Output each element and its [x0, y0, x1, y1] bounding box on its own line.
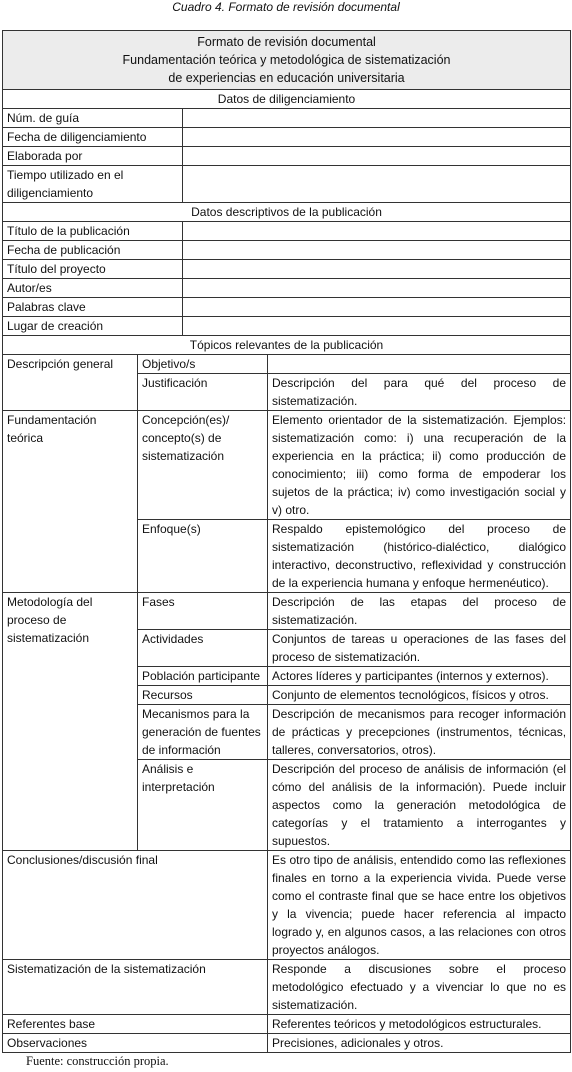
topic-label: Análisis e interpretación: [138, 760, 268, 851]
topic-description: Actores líderes y participantes (internos y externos).: [268, 667, 571, 686]
closing-description: Es otro tipo de análisis, entendido como las reflexiones finales en torno a la experiencia vivida. Puede verse como el contraste final que se hace entre los objetivos y la vivencia; puede hacer referencia al impacto logrado y, en algunos casos, a las relaciones con otros proyectos análogos.: [268, 851, 571, 960]
section-heading: Tópicos relevantes de la publicación: [3, 336, 571, 355]
row-label: Fecha de publicación: [3, 241, 183, 260]
table-row: [3, 128, 571, 147]
row-value: [183, 128, 571, 147]
row-value: [183, 222, 571, 241]
title-line: Fundamentación teórica y metodológica de sistematización: [122, 53, 451, 67]
row-value: [183, 279, 571, 298]
row-value: [183, 317, 571, 336]
topic-label: Concepción(es)/ concepto(s) de sistematización: [138, 411, 268, 520]
topic-description: Elemento orientador de la sistematización. Ejemplos: sistematización como: i) una recuperación de la experiencia en la práctica; ii) como producción de conocimiento; iii) como forma de empoderar los sujetos de la práctica; iv) como investigación social y v) otro.: [268, 411, 571, 520]
table-caption: [0, 0, 572, 14]
row-label: Título del proyecto: [3, 260, 183, 279]
topic-label: Actividades: [138, 630, 268, 667]
topic-description: Conjunto de elementos tecnológicos, físicos y otros.: [268, 686, 571, 705]
group-label: Descripción general: [3, 355, 138, 411]
table-row: [3, 147, 571, 166]
topic-description: Respaldo epistemológico del proceso de sistematización (histórico-dialéctico, dialógico interactivo, deconstructivo, reflexividad y construcción de la experiencia humana y enfoque hermenéutico).: [268, 520, 571, 593]
closing-label: Referentes base: [3, 1015, 268, 1034]
row-value: [183, 298, 571, 317]
review-format-table: [2, 30, 571, 1053]
topic-label: Justificación: [138, 374, 268, 411]
table-row: [3, 241, 571, 260]
section-heading: Datos descriptivos de la publicación: [3, 203, 571, 222]
table-row: [3, 222, 571, 241]
row-label: Título de la publicación: [3, 222, 183, 241]
table-row: [3, 298, 571, 317]
title-line: Formato de revisión documental: [197, 35, 376, 49]
topic-label: Enfoque(s): [138, 520, 268, 593]
table-row: [3, 411, 571, 520]
table-row: [3, 109, 571, 128]
table-row: [3, 260, 571, 279]
row-value: [183, 147, 571, 166]
topic-label: Población participante: [138, 667, 268, 686]
table-row: [3, 1034, 571, 1053]
caption-label: Cuadro 4.: [172, 0, 225, 14]
group-label: Metodología del proceso de sistematización: [3, 593, 138, 851]
topic-description: Descripción del para qué del proceso de sistematización.: [268, 374, 571, 411]
row-label: Palabras clave: [3, 298, 183, 317]
group-label: Fundamentación teórica: [3, 411, 138, 593]
source-note: Fuente: construcción propia.: [26, 1054, 169, 1068]
row-label: Lugar de creación: [3, 317, 183, 336]
row-value: [183, 109, 571, 128]
row-label: Núm. de guía: [3, 109, 183, 128]
closing-description: Referentes teóricos y metodológicos estructurales.: [268, 1015, 571, 1034]
table-row: [3, 960, 571, 1015]
topic-label: Objetivo/s: [138, 355, 268, 374]
table-title: [3, 31, 571, 90]
table-row: [3, 317, 571, 336]
table-row: [3, 355, 571, 374]
row-value: [183, 241, 571, 260]
section-heading: Datos de diligenciamiento: [3, 90, 571, 109]
table-row: [3, 851, 571, 960]
table-row: [3, 166, 571, 203]
topic-label: Recursos: [138, 686, 268, 705]
closing-description: Precisiones, adicionales y otros.: [268, 1034, 571, 1053]
topic-description: Descripción de mecanismos para recoger información de prácticas y precepciones (instrumentos, técnicas, talleres, conversatorios, otros).: [268, 705, 571, 760]
topic-description: Descripción de las etapas del proceso de sistematización.: [268, 593, 571, 630]
topic-description: [268, 355, 571, 374]
topic-description: Descripción del proceso de análisis de información (el cómo del análisis de la información). Puede incluir aspectos como la generación metodológica de categorías y el tratamiento a interrogantes y supuestos.: [268, 760, 571, 851]
table-row: [3, 593, 571, 630]
table-row: [3, 1015, 571, 1034]
row-label: Elaborada por: [3, 147, 183, 166]
title-line: de experiencias en educación universitaria: [168, 71, 405, 85]
row-label: Fecha de diligenciamiento: [3, 128, 183, 147]
row-value: [183, 260, 571, 279]
row-label: Tiempo utilizado en el diligenciamiento: [3, 166, 183, 203]
closing-label: Sistematización de la sistematización: [3, 960, 268, 1015]
closing-label: Observaciones: [3, 1034, 268, 1053]
topic-label: Mecanismos para la generación de fuentes de información: [138, 705, 268, 760]
row-label: Autor/es: [3, 279, 183, 298]
topic-description: Conjuntos de tareas u operaciones de las fases del proceso de sistematización.: [268, 630, 571, 667]
table-row: [3, 279, 571, 298]
closing-description: Responde a discusiones sobre el proceso metodológico efectuado y a vivenciar lo que no es sistematización.: [268, 960, 571, 1015]
topic-label: Fases: [138, 593, 268, 630]
caption-text: Formato de revisión documental: [228, 0, 400, 14]
closing-label: Conclusiones/discusión final: [3, 851, 268, 960]
row-value: [183, 166, 571, 203]
